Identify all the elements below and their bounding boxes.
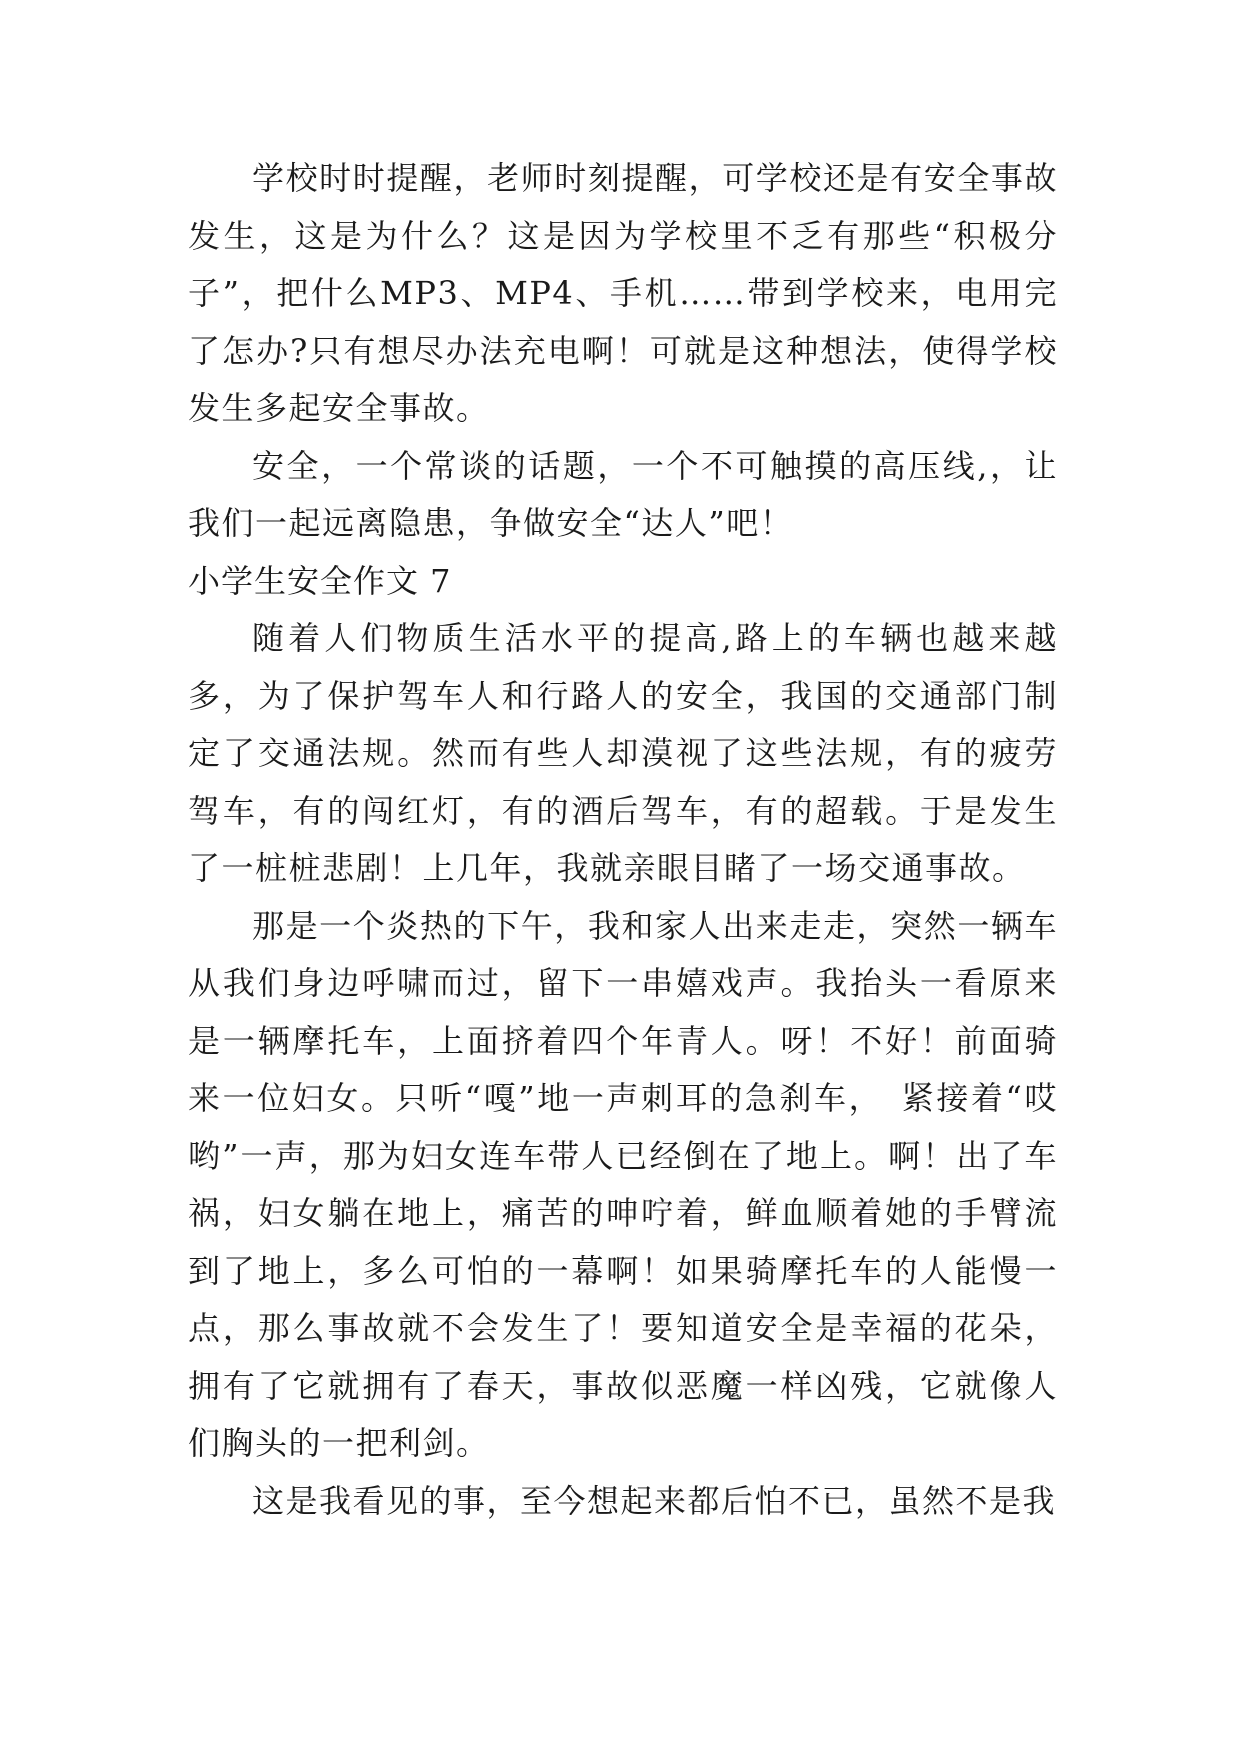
paragraph: 那是一个炎热的下午，我和家人出来走走，突然一辆车从我们身边呼啸而过，留下一串嬉戏声。我抬头一看原来是一辆摩托车，上面挤着四个年青人。呀！不好！前面骑来一位妇女。只听“嘎”地一声刺耳的急刹车， 紧接着“哎哟”一声，那为妇女连车带人已经倒在了地上。啊！出了车祸，妇女躺在地上，痛苦的呻咛着，鲜血顺着她的手臂流到了地上，多么可怕的一幕啊！如果骑摩托车的人能慢一点，那么事故就不会发生了！要知道安全是幸福的花朵，拥有了它就拥有了春天，事故似恶魔一样凶残，它就像人们胸头的一把利剑。 bbox=[188, 906, 1058, 1462]
section-heading: 小学生安全作文 7 bbox=[188, 561, 452, 600]
paragraph: 随着人们物质生活水平的提高,路上的车辆也越来越多，为了保护驾车人和行路人的安全，我国的交通部门制定了交通法规。然而有些人却漠视了这些法规，有的疲劳驾车，有的闯红灯，有的酒后驾车，有的超载。于是发生了一桩桩悲剧！上几年，我就亲眼目睹了一场交通事故。 bbox=[188, 619, 1058, 887]
paragraph: 安全，一个常谈的话题，一个不可触摸的高压线,，让我们一起远离隐患，争做安全“达人”吧！ bbox=[188, 446, 1058, 542]
paragraph: 学校时时提醒，老师时刻提醒，可学校还是有安全事故发生，这是为什么？这是因为学校里不乏有那些“积极分子”，把什么MP3、MP4、手机……带到学校来，电用完了怎办?只有想尽办法充电啊！可就是这种想法，使得学校发生多起安全事故。 bbox=[188, 159, 1058, 427]
paragraph: 这是我看见的事，至今想起来都后怕不已，虽然不是我 bbox=[252, 1481, 1057, 1520]
document-body bbox=[188, 150, 1058, 1530]
